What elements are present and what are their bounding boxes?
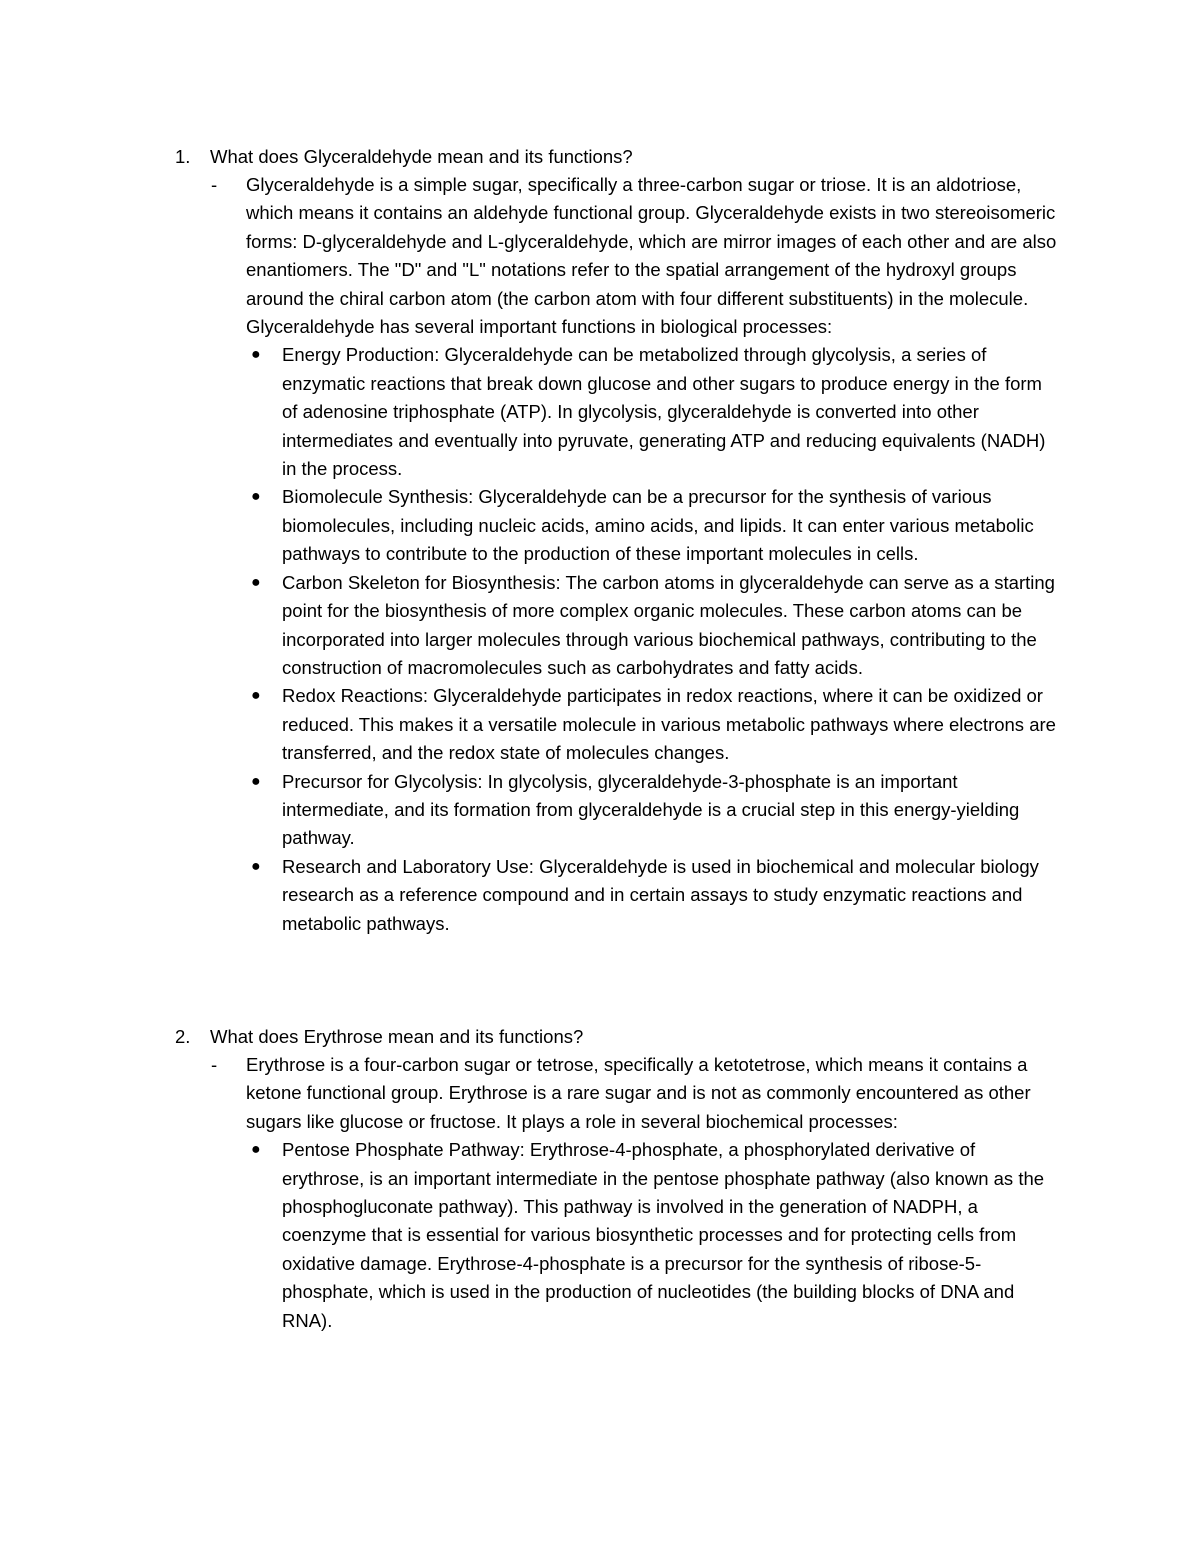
list-item-text: Research and Laboratory Use: Glyceraldehyde is used in biochemical and molecular biology research as a reference compound and in certain assays to study enzymatic reactions and metabolic pathways.	[282, 855, 1039, 934]
answer-paragraph: Erythrose is a four-carbon sugar or tetrose, specifically a ketotetrose, which means it contains a ketone functional group. Erythrose is a rare sugar and is not as commonly encountered as other sugars like glucose or fructose. It plays a role in several biochemical processes:	[246, 1054, 1031, 1132]
bullet-icon: ●	[251, 573, 261, 591]
list-item-text: Precursor for Glycolysis: In glycolysis, glyceraldehyde-3-phosphate is an important intermediate, and its formation from glyceraldehyde is a crucial step in this energy-yielding pathway.	[282, 770, 1020, 849]
question-text: What does Erythrose mean and its functions?	[210, 1026, 584, 1047]
list-item	[211, 682, 1062, 767]
bullet-list	[211, 1136, 1061, 1335]
list-item	[211, 569, 1062, 683]
bullet-icon: ●	[251, 772, 261, 790]
dash-marker: -	[211, 174, 218, 195]
list-item-text: Energy Production: Glyceraldehyde can be metabolized through glycolysis, a series of enzymatic reactions that break down glucose and other sugars to produce energy in the form of adenosine triphosphate (ATP). In glycolysis, glyceraldehyde is converted into other intermediates and eventually into pyruvate, generating ATP and reducing equivalents (NADH) in the process.	[282, 344, 1046, 480]
list-item-text: Redox Reactions: Glyceraldehyde participates in redox reactions, where it can be oxidized or reduced. This makes it a versatile molecule in various metabolic pathways where electrons are transferred, and the redox state of molecules changes.	[282, 685, 1056, 764]
answer-paragraph: Glyceraldehyde is a simple sugar, specifically a three-carbon sugar or triose. It is an aldotriose, which means it contains an aldehyde functional group. Glyceraldehyde exists in two stereoisomeric forms: D-glyceraldehyde and L-glyceraldehyde, which are mirror images of each other and are also enantiomers. The "D" and "L" notations refer to the spatial arrangement of the hydroxyl groups around the chiral carbon atom (the carbon atom with four different substituents) in the molecule. Glyceraldehyde has several important functions in biological processes:	[246, 174, 1057, 338]
bullet-icon: ●	[251, 488, 261, 506]
list-item-text: Biomolecule Synthesis: Glyceraldehyde can be a precursor for the synthesis of various biomolecules, including nucleic acids, amino acids, and lipids. It can enter various metabolic pathways to contribute to the production of these important molecules in cells.	[282, 486, 1034, 565]
bullet-icon: ●	[251, 857, 261, 875]
bullet-icon: ●	[251, 1141, 261, 1159]
list-item	[211, 853, 1062, 938]
dash-marker: -	[211, 1054, 218, 1075]
list-item	[211, 341, 1062, 483]
list-item	[211, 768, 1062, 853]
question-text: What does Glyceraldehyde mean and its functions?	[210, 146, 633, 167]
bullet-list	[211, 341, 1061, 938]
question-2-answer	[211, 1051, 1061, 1335]
bullet-icon: ●	[251, 346, 261, 364]
list-item-text: Carbon Skeleton for Biosynthesis: The carbon atoms in glyceraldehyde can serve as a starting point for the biosynthesis of more complex organic molecules. These carbon atoms can be incorporated into larger molecules through various biochemical pathways, contributing to the construction of macromolecules such as carbohydrates and fatty acids.	[282, 571, 1055, 678]
question-number: 1.	[175, 146, 191, 167]
question-number: 2.	[175, 1026, 191, 1047]
list-item	[211, 1136, 1062, 1335]
list-item-text: Pentose Phosphate Pathway: Erythrose-4-phosphate, a phosphorylated derivative of erythrose, is an important intermediate in the pentose phosphate pathway (also known as the phosphogluconate pathway). This pathway is involved in the generation of NADPH, a coenzyme that is essential for various biosynthetic processes and for protecting cells from oxidative damage. Erythrose-4-phosphate is a precursor for the synthesis of ribose-5-phosphate, which is used in the production of nucleotides (the building blocks of DNA and RNA).	[282, 1139, 1045, 1331]
bullet-icon: ●	[251, 687, 261, 705]
list-item	[211, 483, 1062, 568]
question-1-answer	[211, 171, 1061, 938]
